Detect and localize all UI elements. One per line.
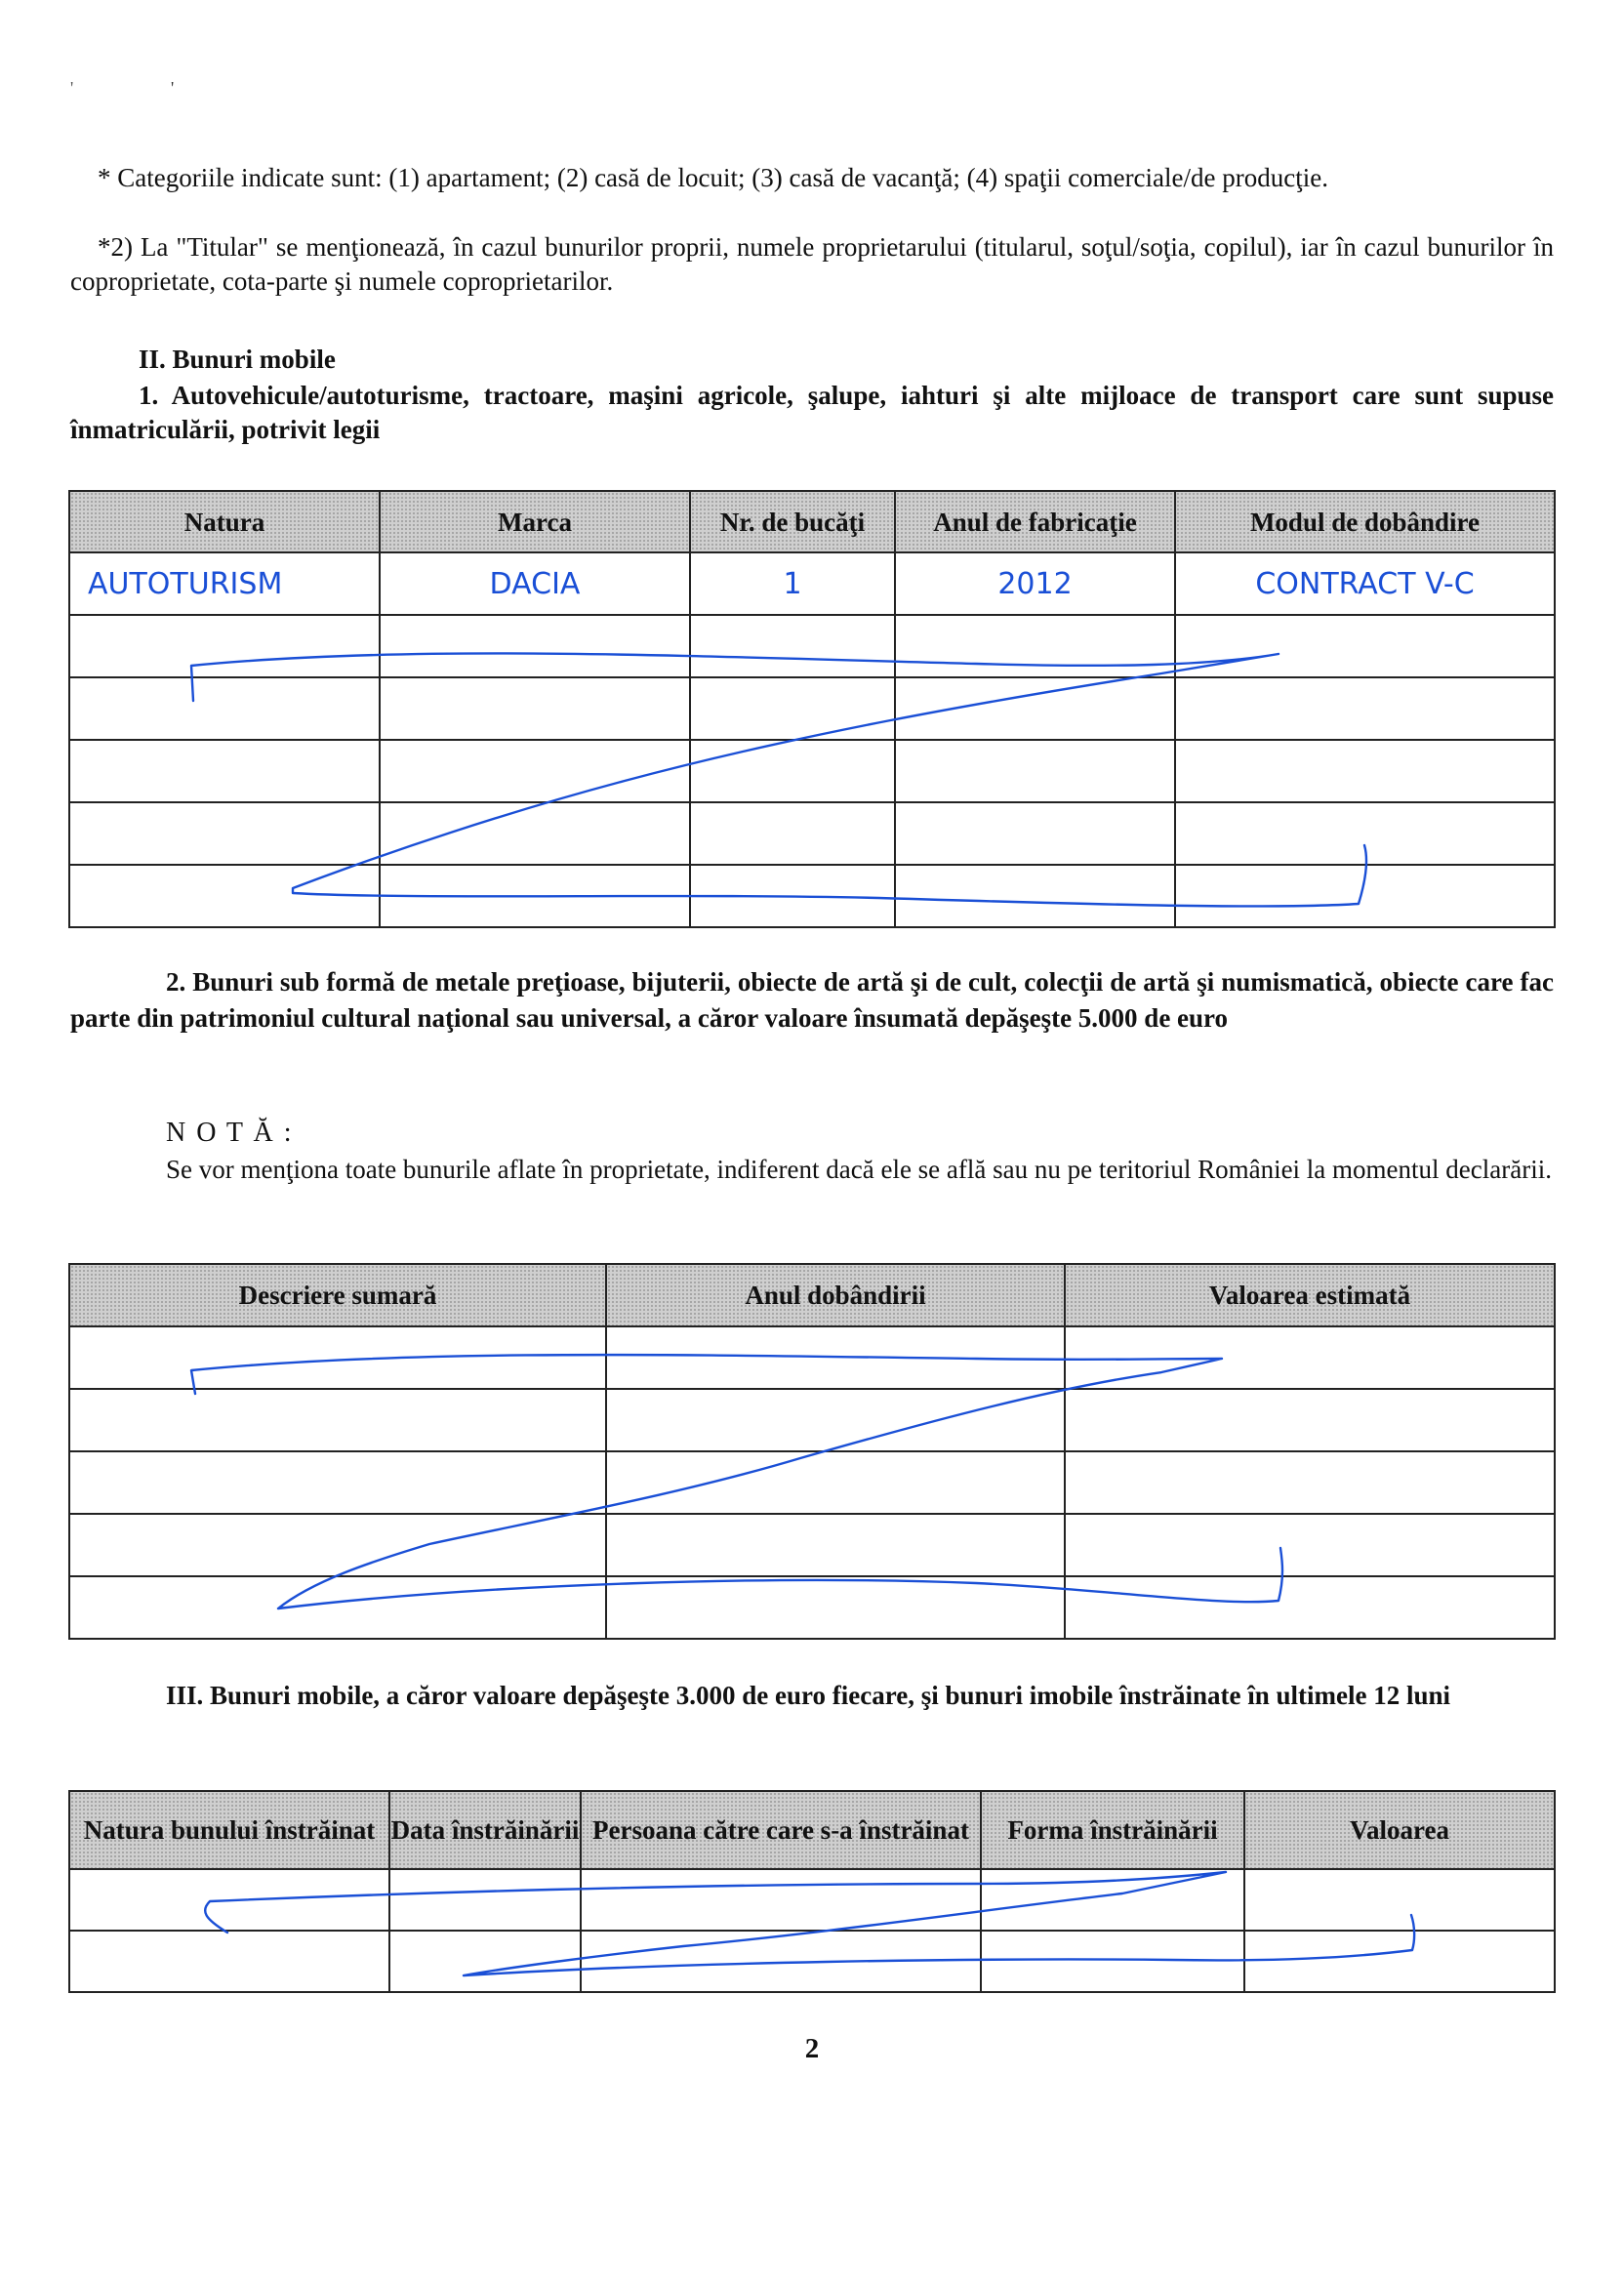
table-cell bbox=[895, 615, 1175, 677]
table-cell bbox=[69, 802, 380, 865]
table-cell bbox=[606, 1514, 1065, 1576]
column-header-an-dobandire: Anul dobândirii bbox=[606, 1264, 1065, 1326]
table-cell bbox=[69, 1451, 606, 1514]
table-row bbox=[69, 1514, 1555, 1576]
table-cell bbox=[389, 1869, 581, 1931]
table-cell bbox=[895, 677, 1175, 740]
table-cell bbox=[69, 677, 380, 740]
table-row bbox=[69, 1869, 1555, 1931]
table-row bbox=[69, 552, 1555, 615]
table-row bbox=[69, 1451, 1555, 1514]
table-row bbox=[69, 1576, 1555, 1639]
table-cell bbox=[380, 865, 690, 927]
handwritten-an-fabricatie: 2012 bbox=[895, 552, 1175, 615]
table-cell bbox=[895, 740, 1175, 802]
column-header-forma-instrainarii: Forma înstrăinării bbox=[981, 1791, 1244, 1869]
table-cell bbox=[69, 865, 380, 927]
handwritten-mod-dobandire: CONTRACT V-C bbox=[1175, 552, 1555, 615]
section-ii-1-title: 1. Autovehicule/autoturisme, tractoare, maşini agricole, şalupe, iahturi şi alte mijloace de transport care sunt supuse înmatriculării, potrivit legii bbox=[70, 381, 1554, 444]
table-cell bbox=[581, 1869, 981, 1931]
corner-mark-left: ' bbox=[70, 78, 74, 98]
handwritten-natura: AUTOTURISM bbox=[69, 552, 380, 615]
table-cell bbox=[895, 865, 1175, 927]
table-cell bbox=[1175, 802, 1555, 865]
column-header-valoarea: Valoarea bbox=[1244, 1791, 1555, 1869]
table-row bbox=[69, 1326, 1555, 1389]
table-row bbox=[69, 1931, 1555, 1992]
table-cell bbox=[1175, 677, 1555, 740]
valuables-table bbox=[68, 1263, 1556, 1640]
table-cell bbox=[581, 1931, 981, 1992]
table-cell bbox=[380, 802, 690, 865]
nota-label: N O T Ă : bbox=[166, 1118, 294, 1148]
column-header-data-instrainarii: Data înstrăinării bbox=[389, 1791, 581, 1869]
table-cell bbox=[1065, 1576, 1555, 1639]
table-cell bbox=[1065, 1389, 1555, 1451]
footnote-titular: *2) La "Titular" se menţionează, în cazul bunurilor proprii, numele proprietarului (titularul, soţul/soţia, copilul), iar în cazul bunurilor în coproprietate, cota-parte şi numele coproprietarilor. bbox=[70, 232, 1554, 296]
table-cell bbox=[1175, 740, 1555, 802]
vehicles-table-header bbox=[69, 491, 1555, 552]
table-cell bbox=[690, 677, 895, 740]
table-cell bbox=[380, 615, 690, 677]
table-cell bbox=[1065, 1514, 1555, 1576]
alienated-assets-table-header bbox=[69, 1791, 1555, 1869]
table-row bbox=[69, 802, 1555, 865]
table-cell bbox=[380, 677, 690, 740]
table-cell bbox=[1065, 1451, 1555, 1514]
valuables-table-header bbox=[69, 1264, 1555, 1326]
column-header-valoare-estimata: Valoarea estimată bbox=[1065, 1264, 1555, 1326]
table-cell bbox=[1244, 1931, 1555, 1992]
table-cell bbox=[1244, 1869, 1555, 1931]
table-cell bbox=[69, 1576, 606, 1639]
page-number: 2 bbox=[804, 2033, 820, 2064]
table-cell bbox=[69, 1514, 606, 1576]
column-header-marca: Marca bbox=[380, 491, 690, 552]
column-header-an-fabricatie: Anul de fabricaţie bbox=[895, 491, 1175, 552]
table-cell bbox=[606, 1576, 1065, 1639]
footnote-categories: * Categoriile indicate sunt: (1) apartament; (2) casă de locuit; (3) casă de vacanţă; (4) spaţii comerciale/de producţie. bbox=[98, 163, 1328, 192]
vehicles-table bbox=[68, 490, 1556, 928]
table-cell bbox=[690, 740, 895, 802]
column-header-natura-bunului: Natura bunului înstrăinat bbox=[69, 1791, 389, 1869]
table-cell bbox=[981, 1869, 1244, 1931]
table-cell bbox=[389, 1931, 581, 1992]
table-cell bbox=[69, 1326, 606, 1389]
table-cell bbox=[1065, 1326, 1555, 1389]
table-cell bbox=[895, 802, 1175, 865]
table-cell bbox=[690, 802, 895, 865]
table-cell bbox=[69, 1931, 389, 1992]
table-row bbox=[69, 677, 1555, 740]
section-iii-title: III. Bunuri mobile, a căror valoare depăşeşte 3.000 de euro fiecare, şi bunuri imobile înstrăinate în ultimele 12 luni bbox=[166, 1681, 1451, 1710]
table-cell bbox=[69, 740, 380, 802]
handwritten-marca: DACIA bbox=[380, 552, 690, 615]
column-header-descriere: Descriere sumară bbox=[69, 1264, 606, 1326]
table-cell bbox=[69, 1389, 606, 1451]
column-header-persoana: Persoana către care s-a înstrăinat bbox=[581, 1791, 981, 1869]
table-row bbox=[69, 740, 1555, 802]
table-cell bbox=[1175, 865, 1555, 927]
corner-mark-right: ' bbox=[171, 78, 175, 98]
table-cell bbox=[606, 1451, 1065, 1514]
section-ii-2-title: 2. Bunuri sub formă de metale preţioase, bijuterii, obiecte de artă şi de cult, colecţii de artă şi numismatică, obiecte care fac parte din patrimoniul cultural naţional sau universal, a căror valoare însumată depăşeşte 5.000 de euro bbox=[70, 967, 1554, 1033]
column-header-mod-dobandire: Modul de dobândire bbox=[1175, 491, 1555, 552]
table-cell bbox=[690, 865, 895, 927]
column-header-nr-bucati: Nr. de bucăţi bbox=[690, 491, 895, 552]
table-row bbox=[69, 1389, 1555, 1451]
table-row bbox=[69, 615, 1555, 677]
nota-text: Se vor menţiona toate bunurile aflate în proprietate, indiferent dacă ele se află sau nu pe teritoriul României la momentul declarării. bbox=[166, 1155, 1552, 1184]
alienated-assets-table bbox=[68, 1790, 1556, 1993]
column-header-natura: Natura bbox=[69, 491, 380, 552]
table-cell bbox=[981, 1931, 1244, 1992]
table-cell bbox=[69, 1869, 389, 1931]
section-ii-title: II. Bunuri mobile bbox=[139, 345, 336, 374]
table-cell bbox=[606, 1389, 1065, 1451]
handwritten-nr-bucati: 1 bbox=[690, 552, 895, 615]
table-cell bbox=[690, 615, 895, 677]
table-cell bbox=[1175, 615, 1555, 677]
table-cell bbox=[69, 615, 380, 677]
table-row bbox=[69, 865, 1555, 927]
table-cell bbox=[380, 740, 690, 802]
table-cell bbox=[606, 1326, 1065, 1389]
